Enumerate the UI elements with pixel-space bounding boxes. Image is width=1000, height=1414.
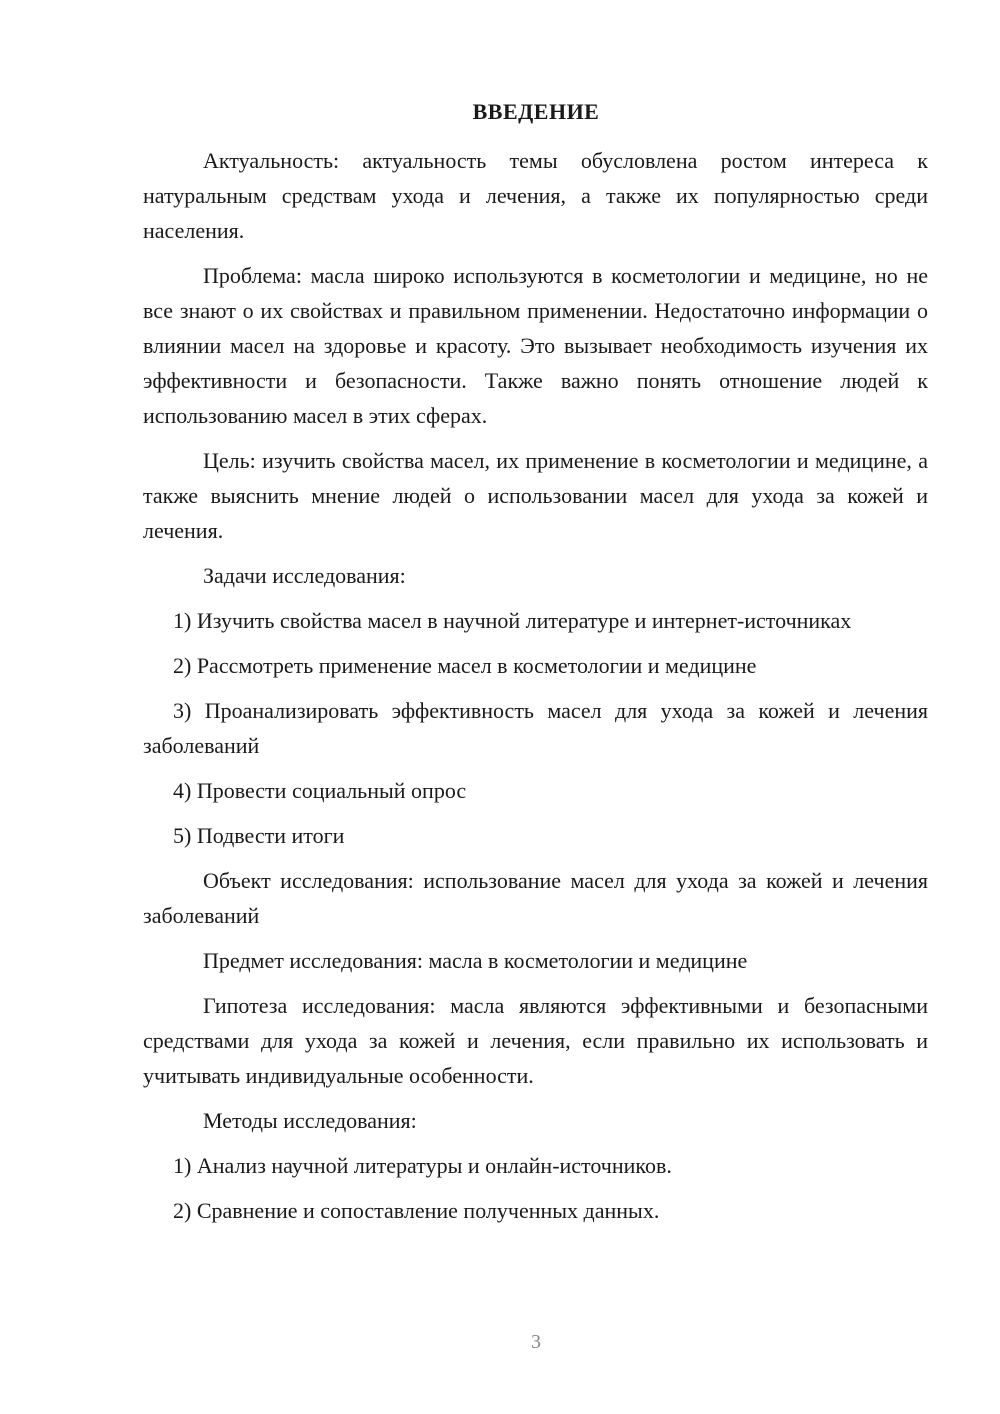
methods-heading: Методы исследования: bbox=[203, 1108, 417, 1133]
page-number: 3 bbox=[531, 1331, 541, 1353]
section-title: ВВЕДЕНИЕ bbox=[472, 99, 600, 124]
paragraph-object: Объект исследования: использование масел для ухода за кожей и лечения заболеваний bbox=[143, 868, 928, 928]
task-item-2: 2) Рассмотреть применение масел в косметологии и медицине bbox=[173, 653, 757, 678]
task-item-4: 4) Провести социальный опрос bbox=[173, 778, 467, 803]
task-item-5: 5) Подвести итоги bbox=[173, 823, 345, 848]
method-item-2: 2) Сравнение и сопоставление полученных данных. bbox=[173, 1198, 660, 1223]
paragraph-relevance: Актуальность: актуальность темы обусловлена ростом интереса к натуральным средствам ухода и лечения, а также их популярностью среди населения. bbox=[143, 148, 928, 243]
paragraph-subject: Предмет исследования: масла в косметологии и медицине bbox=[203, 948, 748, 973]
task-item-3: 3) Проанализировать эффективность масел для ухода за кожей и лечения заболеваний bbox=[143, 698, 928, 758]
paragraph-goal: Цель: изучить свойства масел, их применение в косметологии и медицине, а также выяснить мнение людей о использовании масел для ухода за кожей и лечения. bbox=[143, 448, 928, 543]
paragraph-problem: Проблема: масла широко используются в косметологии и медицине, но не все знают о их свойствах и правильном применении. Недостаточно информации о влиянии масел на здоровье и красоту. Это вызывает необходимость изучения их эффективности и безопасности. Также важно понять отношение людей к использованию масел в этих сферах. bbox=[143, 263, 928, 428]
paragraph-hypothesis: Гипотеза исследования: масла являются эффективными и безопасными средствами для ухода за кожей и лечения, если правильно их использовать и учитывать индивидуальные особенности. bbox=[143, 993, 928, 1088]
method-item-1: 1) Анализ научной литературы и онлайн-источников. bbox=[173, 1153, 672, 1178]
task-item-1: 1) Изучить свойства масел в научной литературе и интернет-источниках bbox=[173, 608, 852, 633]
document-body bbox=[143, 143, 928, 1238]
tasks-heading: Задачи исследования: bbox=[203, 563, 406, 588]
